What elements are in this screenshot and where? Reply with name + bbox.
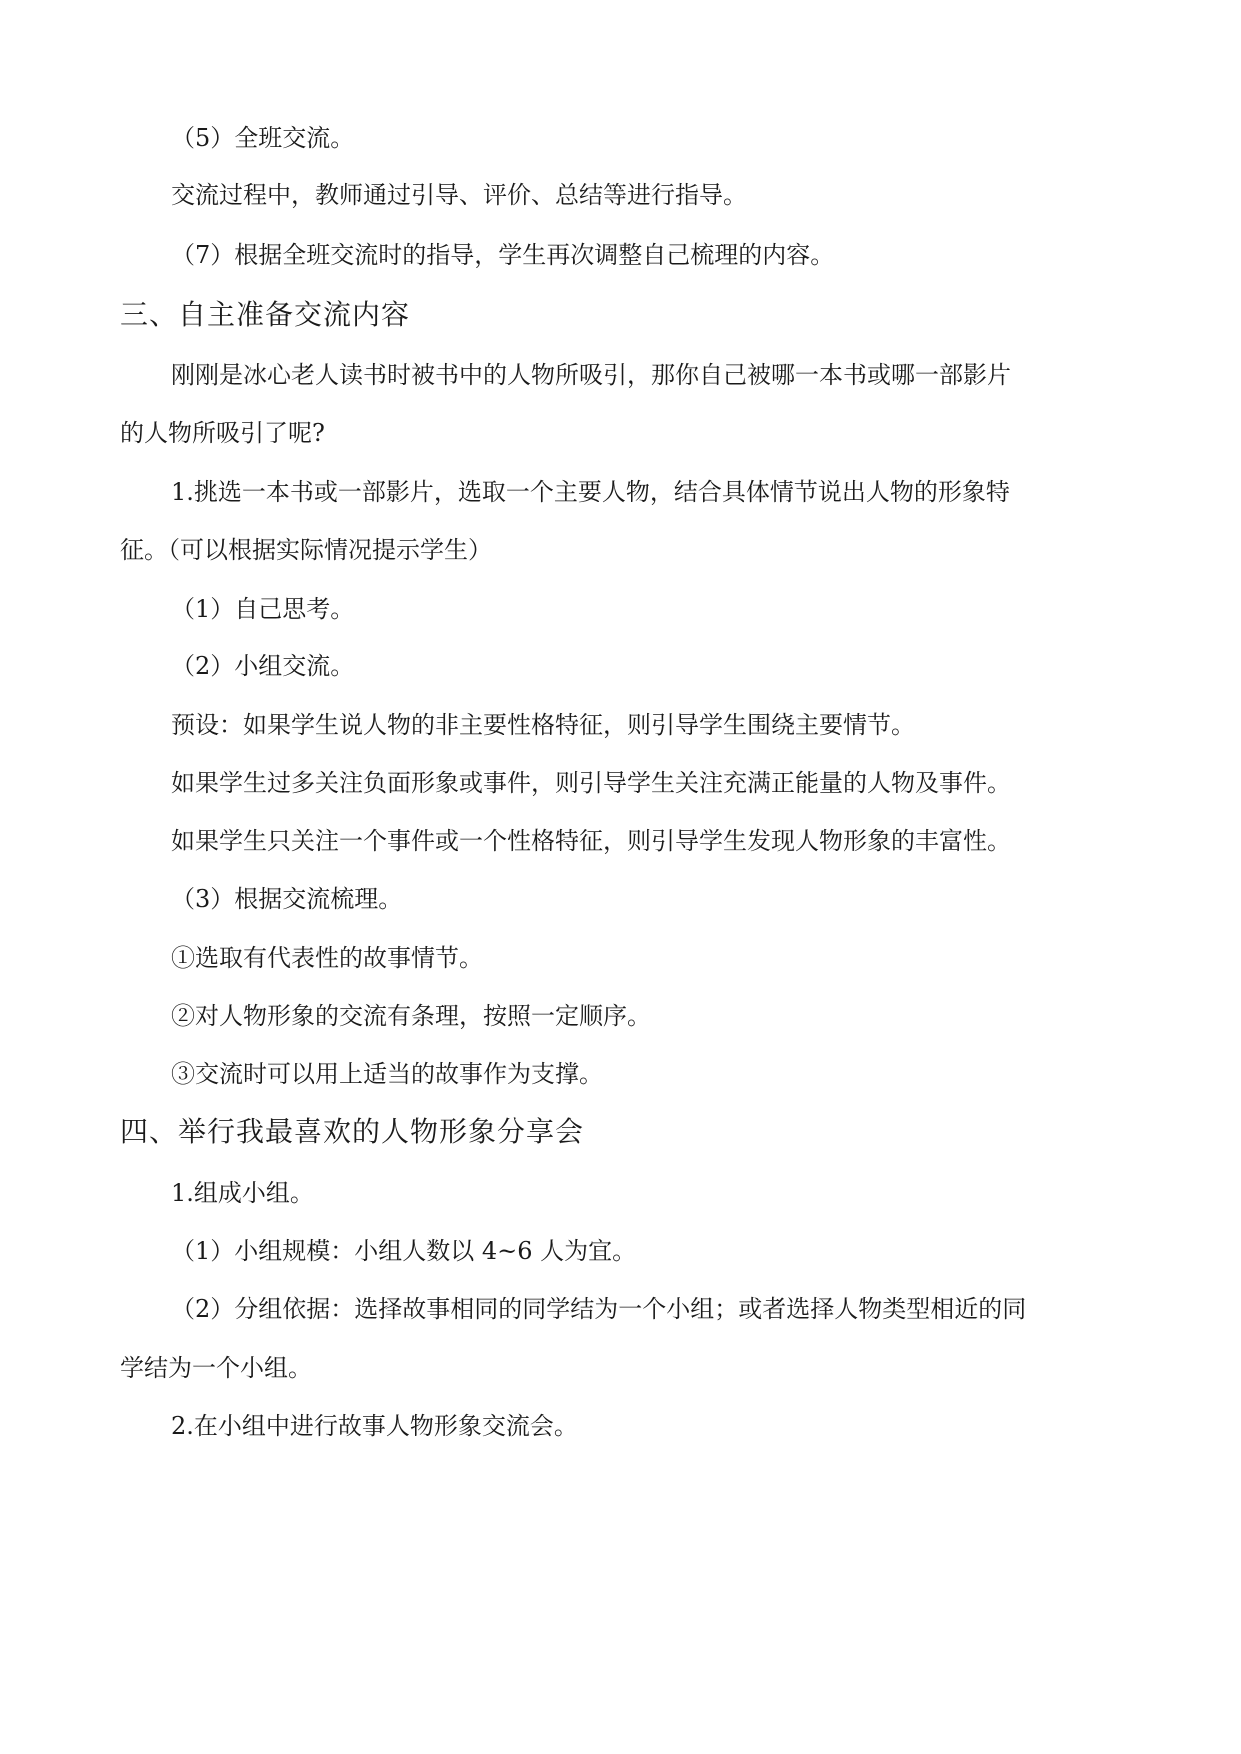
line-5-class-exchange: （5）全班交流。 [171,124,355,152]
point-1: ①选取有代表性的故事情节。 [171,944,483,972]
section-heading-4: 四、举行我最喜欢的人物形象分享会 [120,1115,585,1148]
section-heading-3: 三、自主准备交流内容 [120,298,411,331]
point-2: ②对人物形象的交流有条理，按照一定顺序。 [171,1002,651,1030]
subitem-2-group-exchange: （2）小组交流。 [171,652,355,680]
line-7-adjust-content: （7）根据全班交流时的指导，学生再次调整自己梳理的内容。 [171,241,835,269]
point-3: ③交流时可以用上适当的故事作为支撑。 [171,1060,603,1088]
item-1-line-1: 1.挑选一本书或一部影片，选取一个主要人物，结合具体情节说出人物的形象特 [171,478,1010,506]
preset-line-3: 如果学生只关注一个事件或一个性格特征，则引导学生发现人物形象的丰富性。 [171,827,1011,855]
line-teacher-guidance: 交流过程中，教师通过引导、评价、总结等进行指导。 [171,181,747,209]
preset-line-2: 如果学生过多关注负面形象或事件，则引导学生关注充满正能量的人物及事件。 [171,769,1011,797]
item-2-group-session: 2.在小组中进行故事人物形象交流会。 [171,1412,578,1440]
subitem-1-think: （1）自己思考。 [171,595,355,623]
paragraph-intro-line-2: 的人物所吸引了呢? [120,419,325,447]
item-1-form-groups: 1.组成小组。 [171,1179,314,1207]
item-1-line-2: 征。（可以根据实际情况提示学生） [120,536,492,564]
paragraph-intro-line-1: 刚刚是冰心老人读书时被书中的人物所吸引，那你自己被哪一本书或哪一部影片 [171,361,1011,389]
subitem-grouping-line-1: （2）分组依据：选择故事相同的同学结为一个小组；或者选择人物类型相近的同 [171,1295,1027,1323]
subitem-grouping-line-2: 学结为一个小组。 [120,1354,312,1382]
subitem-3-organize: （3）根据交流梳理。 [171,885,403,913]
subitem-group-size: （1）小组规模：小组人数以 4~6 人为宜。 [171,1237,637,1265]
preset-line-1: 预设：如果学生说人物的非主要性格特征，则引导学生围绕主要情节。 [171,711,915,739]
